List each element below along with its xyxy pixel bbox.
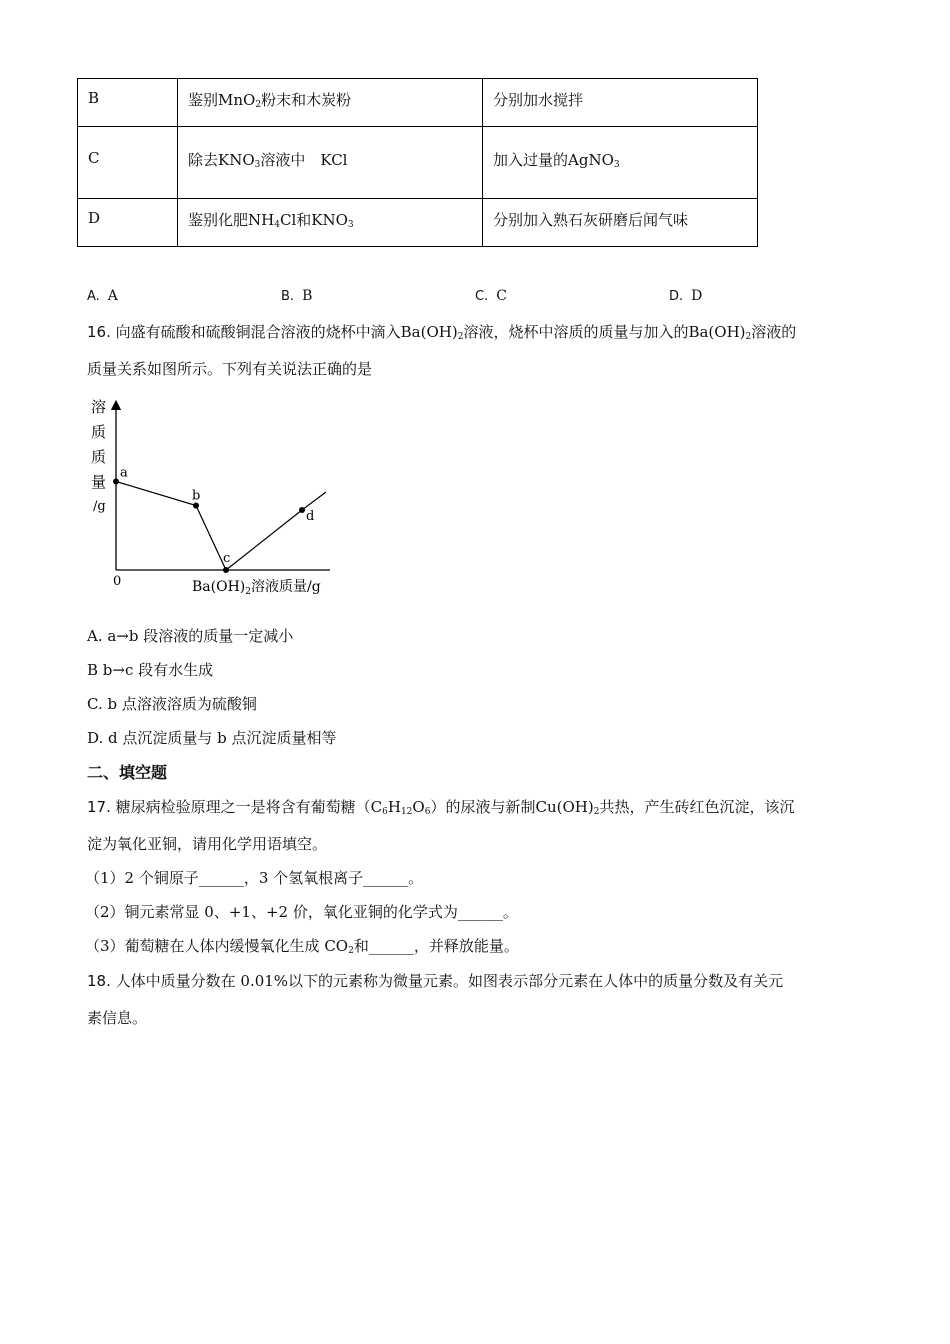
point-label-c: c <box>223 551 231 566</box>
point-label-a: a <box>120 465 128 481</box>
origin-label: 0 <box>113 574 122 589</box>
ylabel-unit: /g <box>93 499 106 514</box>
point-d <box>299 507 305 513</box>
q18-text-line1: 18. 人体中质量分数在 0.01%以下的元素称为微量元素。如图表示部分元素在人体中的质量分数及有关元 <box>87 972 784 990</box>
q16-option-d[interactable]: D. d 点沉淀质量与 b 点沉淀质量相等 <box>87 729 337 747</box>
choice-a[interactable]: A. A <box>87 288 118 304</box>
choice-b[interactable]: B. B <box>281 288 313 304</box>
row-key: D <box>78 199 178 247</box>
point-label-d: d <box>306 509 315 524</box>
point-a <box>113 479 119 485</box>
q17-sub3: （3）葡萄糖在人体内缓慢氧化生成 $CO_2$和______，并释放能量。 <box>85 937 519 956</box>
row-method: 鉴别化肥$NH_4Cl$和$KNO_3$ <box>178 199 483 247</box>
choice-c[interactable]: C. C <box>475 288 507 304</box>
point-c <box>223 567 229 573</box>
q16-text-line2: 质量关系如图所示。下列有关说法正确的是 <box>87 360 373 378</box>
row-action: 加入过量的AgNO$_3$ <box>483 127 758 199</box>
table-row <box>78 79 758 127</box>
options-table <box>77 78 758 247</box>
q16-option-b[interactable]: B b→c 段有水生成 <box>87 661 214 679</box>
row-key: C <box>78 127 178 199</box>
q16-text-line1: 16. 向盛有硫酸和硫酸铜混合溶液的烧杯中滴入$Ba(OH)_2$溶液，烧杯中溶质的质量与加入的$Ba(OH)_2$溶液的 <box>87 323 797 342</box>
table-row <box>78 199 758 247</box>
ylabel-char: 质 <box>91 448 107 466</box>
row-action: 分别加入熟石灰研磨后闻气味 <box>483 199 758 247</box>
q16-option-a[interactable]: A. a→b 段溶液的质量一定减小 <box>87 627 294 645</box>
row-method: 除去$KNO_3$溶液中 KCl <box>178 127 483 199</box>
ylabel-char: 溶 <box>91 398 107 416</box>
q16-option-c[interactable]: C. b 点溶液溶质为硫酸铜 <box>87 695 257 713</box>
q17-sub1: （1）2 个铜原子______，3 个氢氧根离子______。 <box>85 869 424 887</box>
ylabel-char: 质 <box>91 423 107 441</box>
solute-mass-chart <box>80 395 350 605</box>
q17-sub2: （2）铜元素常显 0、+1、+2 价，氧化亚铜的化学式为______。 <box>85 903 518 921</box>
q17-text-line2: 淀为氧化亚铜，请用化学用语填空。 <box>87 835 328 853</box>
section-heading: 二、填空题 <box>87 763 168 782</box>
row-action: 分别加水搅拌 <box>483 79 758 127</box>
y-axis-label <box>91 398 106 514</box>
row-method: 鉴别MnO$_2$粉末和木炭粉 <box>178 79 483 127</box>
table-row <box>78 127 758 199</box>
point-label-b: b <box>192 488 201 504</box>
ylabel-char: 量 <box>91 473 107 491</box>
series-line <box>116 482 326 571</box>
choice-d[interactable]: D. D <box>669 288 703 304</box>
q18-text-line2: 素信息。 <box>87 1009 148 1027</box>
x-axis-label: $Ba(OH)_2$溶液质量/g <box>192 579 321 597</box>
row-key: B <box>78 79 178 127</box>
q17-text-line1: 17. 糖尿病检验原理之一是将含有葡萄糖$(C_6H_{12}O_6)$的尿液与新制$Cu(OH)_2$共热，产生砖红色沉淀，该沉 <box>87 798 795 817</box>
